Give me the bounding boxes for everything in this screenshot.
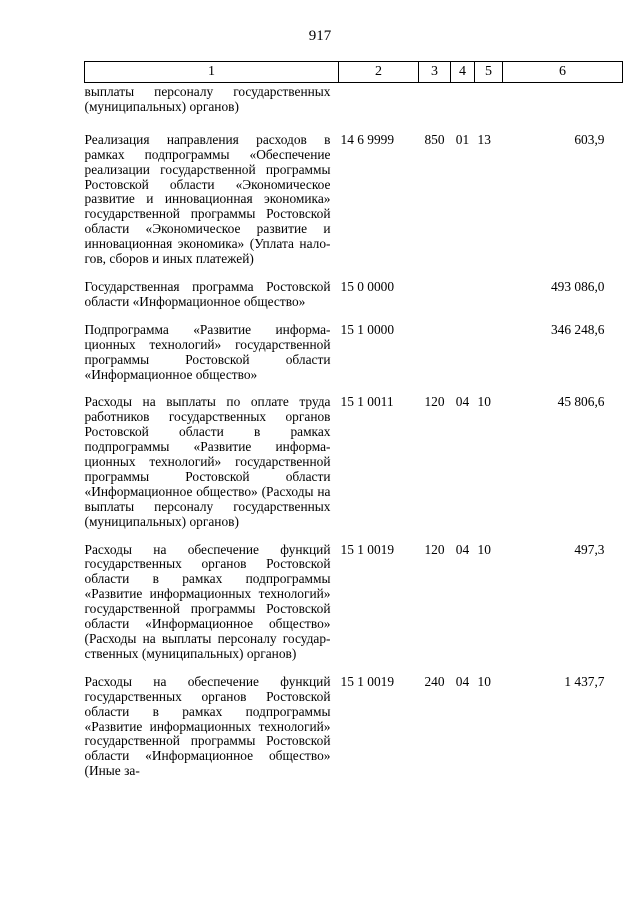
row-code: 15 1 0019 (340, 673, 395, 689)
table-row (85, 673, 623, 790)
row-pr (475, 321, 503, 394)
row-sum: 497,3 (574, 541, 605, 557)
row-code: 14 6 9999 (340, 131, 395, 147)
header-col-6: 6 (503, 62, 623, 83)
table-row (85, 278, 623, 321)
row-name: Расходы на обеспечение функций государственных органов Ростовской области в рамках подпрограммы «Развитие информационных технологий» государственной программы Ростовской области «Информационное общество» (Иные за- (84, 673, 331, 779)
row-vr (419, 83, 451, 131)
row-vr: 240 (424, 673, 445, 689)
row-vr: 120 (424, 541, 445, 557)
row-name: Расходы на выплаты по оплате труда работников государственных органов Ростовской области в рамках подпрограммы «Развитие информационных технологий» государственной программы Ростовской области «Информационное общество» (Расходы на выплаты персоналу государственных (муниципальных) органов) (84, 394, 331, 529)
header-col-2: 2 (339, 62, 419, 83)
row-vr: 850 (424, 131, 445, 147)
row-name: выплаты персоналу государственных (муниципальных) органов) (84, 84, 331, 114)
row-rz (451, 321, 475, 394)
row-rz (451, 278, 475, 321)
row-pr (475, 278, 503, 321)
row-name: Реализация направления расходов в рамках подпрограммы «Обеспечение реализации государственной программы Ростовской области «Экономическое развитие и инновационная экономика» государственной программы Ростовской области «Экономическое развитие и инновационная экономика» (Уплата налогов, сборов и иных платежей) (84, 131, 331, 267)
row-code: 15 1 0019 (340, 541, 395, 557)
row-pr: 10 (477, 394, 491, 410)
row-sum: 45 806,6 (557, 394, 605, 410)
row-pr: 13 (477, 131, 491, 147)
row-name: Государственная программа Ростовской области «Информационное общество» (84, 278, 331, 309)
row-rz: 04 (455, 394, 470, 410)
row-pr: 10 (477, 541, 491, 557)
budget-table (84, 61, 623, 790)
row-code: 15 1 0000 (340, 321, 395, 337)
row-pr: 10 (477, 673, 491, 689)
row-vr (419, 321, 451, 394)
row-code: 15 0 0000 (340, 278, 395, 294)
header-col-3: 3 (419, 62, 451, 83)
row-sum: 1 437,7 (564, 673, 605, 689)
row-code: 15 1 0011 (340, 394, 394, 410)
row-name: Расходы на обеспечение функций государственных органов Ростовской области в рамках подпрограммы «Развитие информационных технологий» государственной программы Ростовской области «Информационное общество» (Расходы на выплаты персоналу государственных (муниципальных) органов) (84, 541, 331, 661)
table-row (85, 321, 623, 394)
header-col-5: 5 (475, 62, 503, 83)
row-rz: 01 (455, 131, 470, 147)
row-rz: 04 (455, 673, 470, 689)
row-pr (475, 83, 503, 131)
row-sum (503, 83, 623, 131)
table-row (85, 83, 623, 131)
table-row (85, 541, 623, 673)
page-number: 917 (308, 28, 332, 44)
table-header (85, 62, 623, 83)
row-name: Подпрограмма «Развитие информационных технологий» государственной программы Ростовской области «Информационное общество» (84, 321, 331, 382)
row-vr: 120 (424, 394, 445, 410)
table-row (85, 131, 623, 278)
row-rz (451, 83, 475, 131)
row-code (339, 83, 419, 131)
header-col-4: 4 (451, 62, 475, 83)
table-body (85, 83, 623, 791)
row-rz: 04 (455, 541, 470, 557)
row-sum: 493 086,0 (550, 278, 605, 294)
header-col-1: 1 (85, 62, 339, 83)
row-sum: 346 248,6 (550, 321, 605, 337)
row-sum: 603,9 (574, 131, 605, 147)
row-vr (419, 278, 451, 321)
table-row (85, 393, 623, 540)
